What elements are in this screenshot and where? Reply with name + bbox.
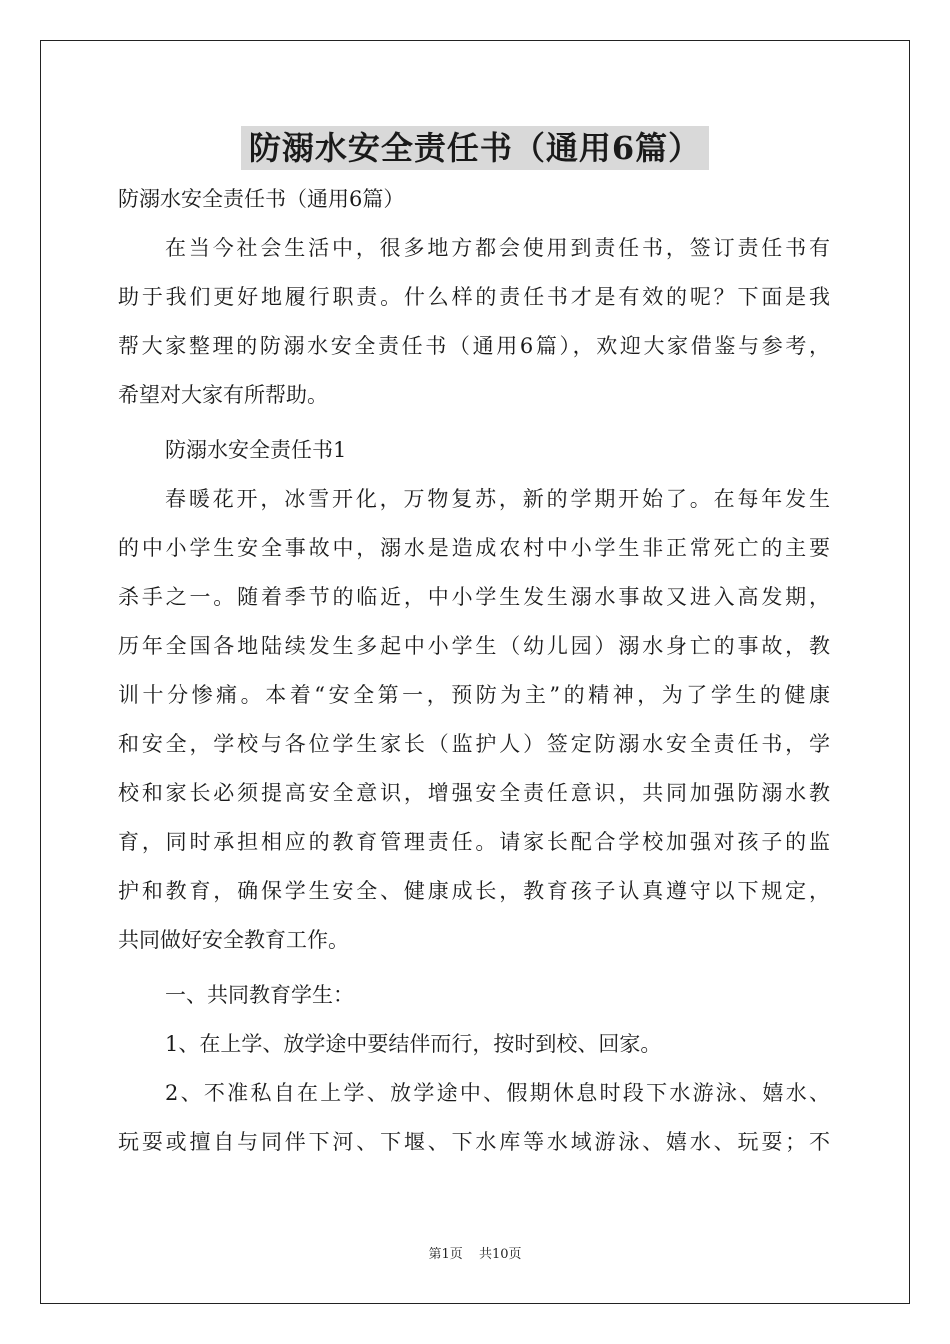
intro-line: 助于我们更好地履行职责。什么样的责任书才是有效的呢？下面是我 <box>118 285 830 309</box>
subtitle-line: 防溺水安全责任书（通用6篇） <box>118 187 405 211</box>
body-line: 校和家长必须提高安全意识，增强安全责任意识，共同加强防溺水教 <box>118 781 830 805</box>
body-line: 育，同时承担相应的教育管理责任。请家长配合学校加强对孩子的监 <box>118 830 830 854</box>
page-number: 第1页 <box>428 1247 463 1262</box>
list-item: 2、不准私自在上学、放学途中、假期休息时段下水游泳、嬉水、 <box>165 1081 830 1105</box>
body-line: 护和教育，确保学生安全、健康成长，教育孩子认真遵守以下规定， <box>118 879 830 903</box>
section-heading: 防溺水安全责任书1 <box>165 438 347 462</box>
body-line: 杀手之一。随着季节的临近，中小学生发生溺水事故又进入高发期， <box>118 585 830 609</box>
document-title: 防溺水安全责任书（通用6篇） <box>241 126 709 170</box>
list-item: 1、在上学、放学途中要结伴而行，按时到校、回家。 <box>165 1032 662 1056</box>
intro-line: 在当今社会生活中，很多地方都会使用到责任书，签订责任书有 <box>165 236 830 260</box>
body-line: 春暖花开，冰雪开化，万物复苏，新的学期开始了。在每年发生 <box>165 487 830 511</box>
body-line: 训十分惨痛。本着“安全第一，预防为主”的精神，为了学生的健康 <box>118 683 830 707</box>
body-line: 历年全国各地陆续发生多起中小学生（幼儿园）溺水身亡的事故，教 <box>118 634 830 658</box>
page-total: 共10页 <box>478 1247 522 1262</box>
item-heading: 一、共同教育学生： <box>165 983 354 1007</box>
list-item-continuation: 玩耍或擅自与同伴下河、下堰、下水库等水域游泳、嬉水、玩耍；不 <box>118 1130 830 1154</box>
body-line: 共同做好安全教育工作。 <box>118 928 349 952</box>
page-footer <box>0 1246 950 1264</box>
body-line: 的中小学生安全事故中，溺水是造成农村中小学生非正常死亡的主要 <box>118 536 830 560</box>
page-border <box>40 40 910 1304</box>
title-container <box>0 126 950 170</box>
body-line: 和安全，学校与各位学生家长（监护人）签定防溺水安全责任书，学 <box>118 732 830 756</box>
intro-line: 帮大家整理的防溺水安全责任书（通用6篇），欢迎大家借鉴与参考， <box>118 334 830 358</box>
intro-line: 希望对大家有所帮助。 <box>118 383 328 407</box>
